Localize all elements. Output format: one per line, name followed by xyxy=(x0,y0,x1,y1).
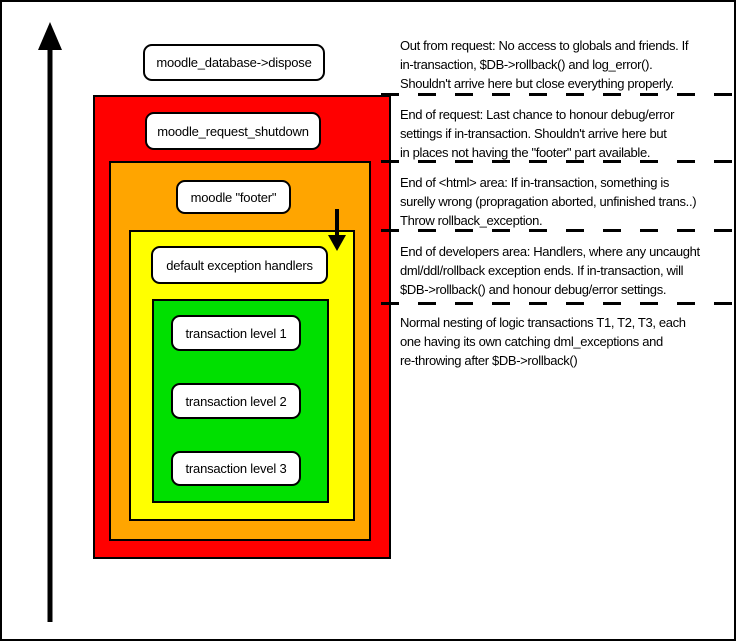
annotation-end-of-html-area xyxy=(400,173,736,230)
annotation-line: dml/ddl/rollback exception ends. If in-transaction, will xyxy=(400,263,684,278)
node-moodle-request-shutdown: moodle_request_shutdown xyxy=(145,112,321,150)
annotation-line: Normal nesting of logic transactions T1, T2, T3, each xyxy=(400,315,686,330)
annotation-line: Shouldn't arrive here but close everything properly. xyxy=(400,76,674,91)
downward-flow-arrow xyxy=(328,209,346,251)
separator-dashed-line xyxy=(381,302,736,305)
annotation-out-from-request xyxy=(400,36,736,93)
node-transaction-level-2: transaction level 2 xyxy=(171,383,301,419)
annotation-end-of-request xyxy=(400,105,736,162)
annotation-line: End of developers area: Handlers, where any uncaught xyxy=(400,244,700,259)
annotation-line: $DB->rollback() and honour debug/error settings. xyxy=(400,282,667,297)
separator-dashed-line xyxy=(381,160,736,163)
annotation-line: End of <html> area: If in-transaction, something is xyxy=(400,175,670,190)
node-moodle-database-dispose: moodle_database->dispose xyxy=(143,44,325,81)
annotation-end-of-developers-area xyxy=(400,242,736,299)
node-default-exception-handlers: default exception handlers xyxy=(151,246,328,284)
node-transaction-level-1: transaction level 1 xyxy=(171,315,301,351)
annotation-line: one having its own catching dml_exceptions and xyxy=(400,334,663,349)
annotation-line: in places not having the "footer" part available. xyxy=(400,145,651,160)
upward-flow-arrow xyxy=(37,22,63,624)
annotation-line: re-throwing after $DB->rollback() xyxy=(400,353,578,368)
node-transaction-level-3: transaction level 3 xyxy=(171,451,301,486)
annotation-line: in-transaction, $DB->rollback() and log_error(). xyxy=(400,57,653,72)
annotation-line: Out from request: No access to globals and friends. If xyxy=(400,38,689,53)
annotation-line: End of request: Last chance to honour debug/error xyxy=(400,107,675,122)
annotation-line: Throw rollback_exception. xyxy=(400,213,543,228)
separator-dashed-line xyxy=(381,229,736,232)
separator-dashed-line xyxy=(381,93,736,96)
node-moodle-footer: moodle "footer" xyxy=(176,180,291,214)
annotation-line: settings if in-transaction. Shouldn't arrive here but xyxy=(400,126,667,141)
annotation-normal-nesting xyxy=(400,313,736,370)
annotation-line: surelly wrong (propragation aborted, unfinished trans..) xyxy=(400,194,697,209)
